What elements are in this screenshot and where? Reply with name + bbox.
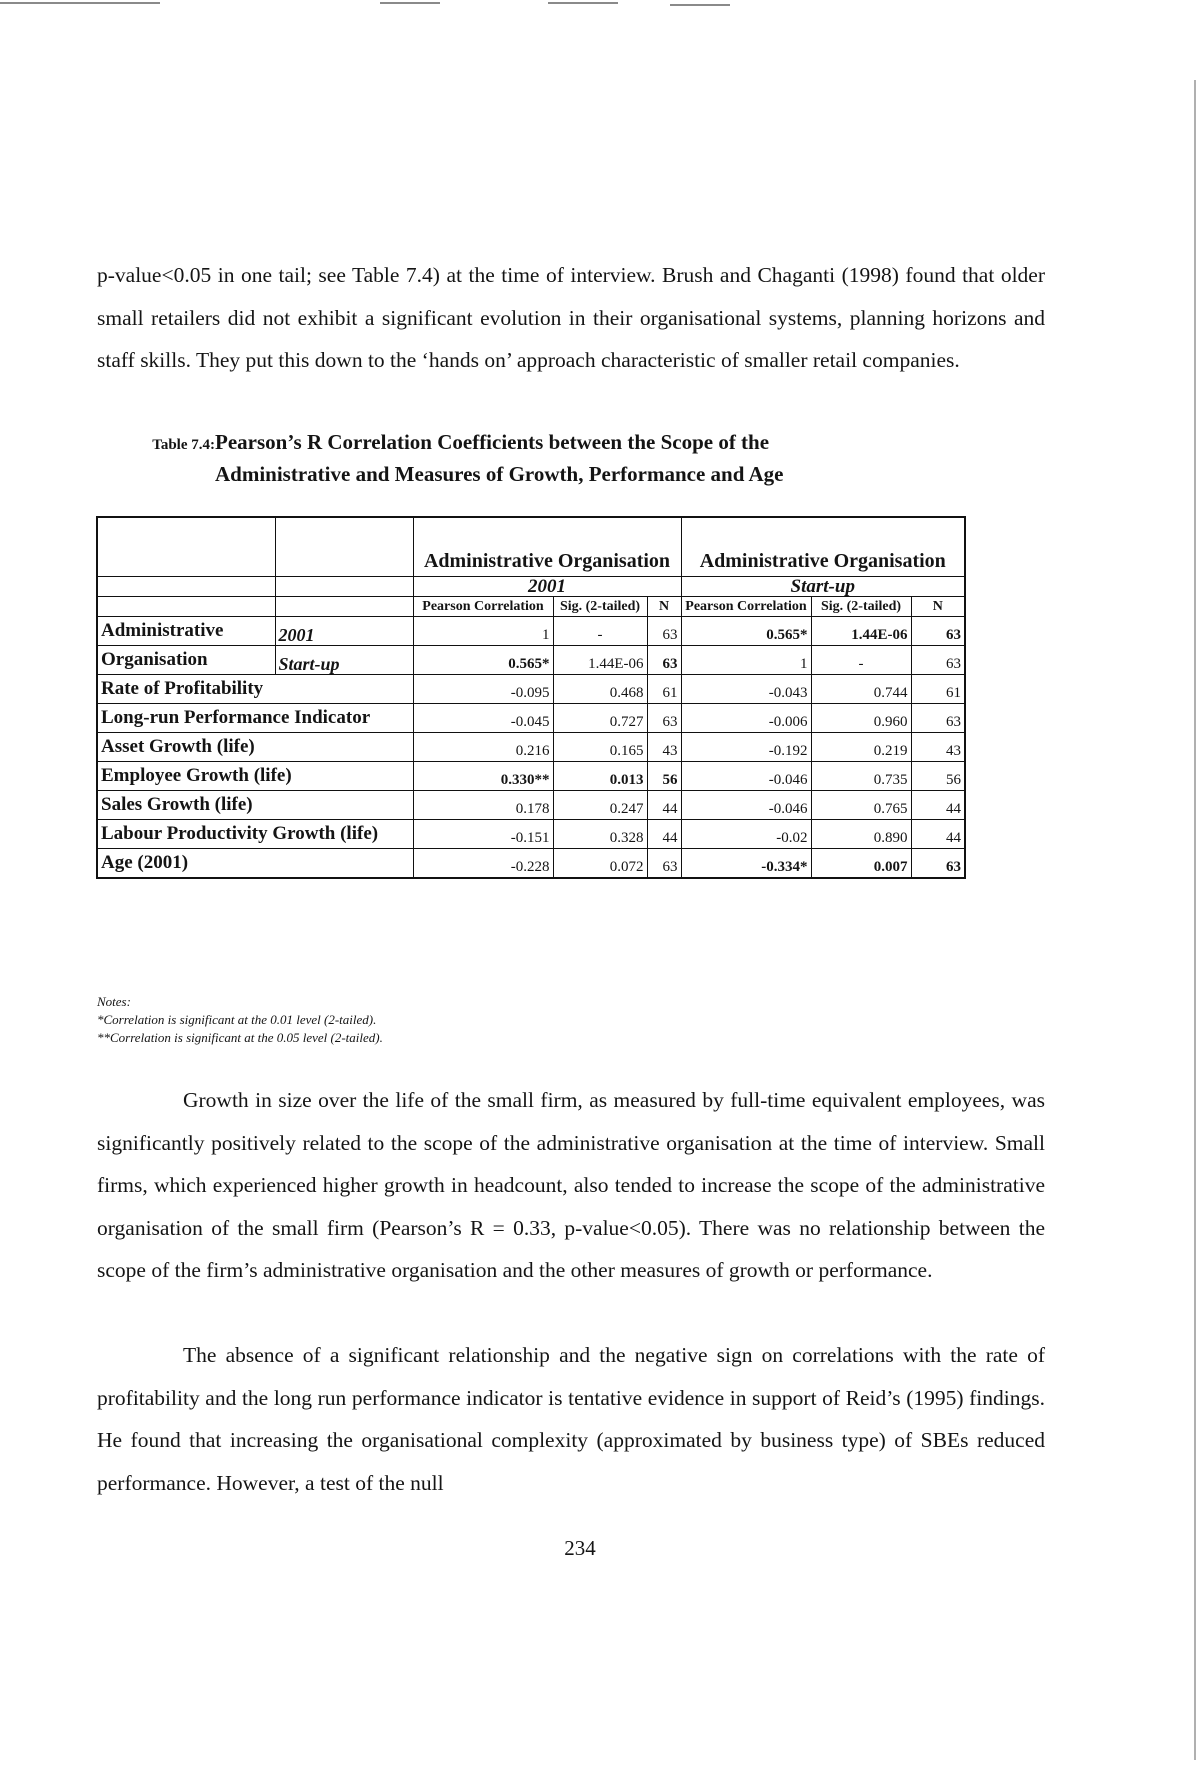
row-label: Rate of Profitability	[97, 675, 413, 704]
table-caption	[97, 428, 997, 489]
n-2001: 43	[647, 733, 681, 762]
table-row	[97, 704, 965, 733]
n-startup: 43	[911, 733, 965, 762]
pearson-startup: -0.046	[681, 791, 811, 820]
row-label: Sales Growth (life)	[97, 791, 413, 820]
pearson-2001: 0.178	[413, 791, 553, 820]
pearson-startup: -0.006	[681, 704, 811, 733]
body-paragraph-2: Growth in size over the life of the small firm, as measured by full-time equivalent employees, was significantly positively related to the scope of the administrative organisation at the time of interview. Small firms, which experienced higher growth in headcount, also tended to increase the scope of the administrative organisation of the small firm (Pearson’s R = 0.33, p-value<0.05). There was no relationship between the scope of the firm’s administrative organisation and the other measures of growth or performance.	[97, 1088, 1045, 1282]
pearson-2001: 0.565*	[413, 646, 553, 675]
pearson-startup: -0.192	[681, 733, 811, 762]
sig-2001: 0.727	[553, 704, 647, 733]
n-startup: 56	[911, 762, 965, 791]
body-paragraph-3: The absence of a significant relationship and the negative sign on correlations with the rate of profitability and the long run performance indicator is tentative evidence in support of Reid’s (1995) findings. He found that increasing the organisational complexity (approximated by business type) of SBEs reduced performance. However, a test of the null	[97, 1343, 1045, 1495]
scan-artifact-line	[548, 2, 618, 4]
col-header: Pearson Correlation	[681, 597, 811, 617]
pearson-startup: -0.334*	[681, 849, 811, 879]
pearson-2001: -0.045	[413, 704, 553, 733]
sig-2001: 0.165	[553, 733, 647, 762]
sig-2001: 0.468	[553, 675, 647, 704]
n-startup: 63	[911, 646, 965, 675]
note-1: *Correlation is significant at the 0.01 level (2-tailed).	[97, 1012, 377, 1027]
scan-edge	[1194, 80, 1196, 1760]
page-number: 234	[564, 1536, 596, 1560]
table-row	[97, 675, 965, 704]
n-startup: 44	[911, 791, 965, 820]
pearson-2001: 0.330**	[413, 762, 553, 791]
n-2001: 63	[647, 704, 681, 733]
n-2001: 61	[647, 675, 681, 704]
table-notes	[97, 993, 383, 1047]
n-2001: 44	[647, 820, 681, 849]
table-column-header-row	[97, 597, 965, 617]
sub-header-startup: Start-up	[681, 577, 965, 597]
table-row	[97, 849, 965, 879]
sig-2001: -	[553, 617, 647, 646]
caption-line-2: Administrative and Measures of Growth, Performance and Age	[215, 462, 784, 486]
col-header: Sig. (2-tailed)	[811, 597, 911, 617]
pearson-startup: -0.046	[681, 762, 811, 791]
sig-startup: 0.765	[811, 791, 911, 820]
n-startup: 61	[911, 675, 965, 704]
pearson-2001: 0.216	[413, 733, 553, 762]
table-sub-header-row	[97, 577, 965, 597]
scan-artifact-line	[0, 2, 160, 4]
table-row	[97, 791, 965, 820]
n-startup: 44	[911, 820, 965, 849]
table-row	[97, 646, 965, 675]
col-header: N	[911, 597, 965, 617]
sig-startup: -	[811, 646, 911, 675]
scan-artifact-line	[670, 4, 730, 6]
n-startup: 63	[911, 617, 965, 646]
table-group-header-row	[97, 517, 965, 577]
sig-2001: 1.44E-06	[553, 646, 647, 675]
n-2001: 44	[647, 791, 681, 820]
col-header: Pearson Correlation	[413, 597, 553, 617]
sig-startup: 0.735	[811, 762, 911, 791]
row-label: Age (2001)	[97, 849, 413, 879]
n-2001: 63	[647, 617, 681, 646]
n-2001: 56	[647, 762, 681, 791]
top-paragraph: p-value<0.05 in one tail; see Table 7.4) at the time of interview. Brush and Chaganti (1998) found that older small retailers did not exhibit a significant evolution in their organisational systems, planning horizons and staff skills. They put this down to the ‘hands on’ approach characteristic of smaller retail companies.	[97, 263, 1045, 372]
scan-artifact-line	[380, 2, 440, 4]
sig-startup: 0.219	[811, 733, 911, 762]
sig-startup: 1.44E-06	[811, 617, 911, 646]
n-startup: 63	[911, 704, 965, 733]
pearson-startup: 1	[681, 646, 811, 675]
row-label: Asset Growth (life)	[97, 733, 413, 762]
n-startup: 63	[911, 849, 965, 879]
pearson-startup: -0.02	[681, 820, 811, 849]
row-label: Labour Productivity Growth (life)	[97, 820, 413, 849]
row-sublabel: 2001	[275, 617, 413, 646]
sig-2001: 0.328	[553, 820, 647, 849]
pearson-startup: 0.565*	[681, 617, 811, 646]
row-sublabel: Start-up	[275, 646, 413, 675]
table-row	[97, 733, 965, 762]
row-label: Administrative	[97, 617, 275, 646]
sig-2001: 0.072	[553, 849, 647, 879]
row-label: Long-run Performance Indicator	[97, 704, 413, 733]
sig-startup: 0.744	[811, 675, 911, 704]
sig-2001: 0.247	[553, 791, 647, 820]
sub-header-2001: 2001	[413, 577, 681, 597]
pearson-2001: -0.095	[413, 675, 553, 704]
caption-line-1: Pearson’s R Correlation Coefficients between the Scope of the	[215, 430, 770, 454]
sig-startup: 0.007	[811, 849, 911, 879]
pearson-2001: -0.151	[413, 820, 553, 849]
sig-startup: 0.960	[811, 704, 911, 733]
row-label: Employee Growth (life)	[97, 762, 413, 791]
col-header: Sig. (2-tailed)	[553, 597, 647, 617]
notes-title: Notes:	[97, 994, 131, 1009]
table-row	[97, 617, 965, 646]
table-row	[97, 762, 965, 791]
pearson-2001: 1	[413, 617, 553, 646]
col-header: N	[647, 597, 681, 617]
caption-number: Table 7.4:	[152, 437, 215, 453]
sig-2001: 0.013	[553, 762, 647, 791]
n-2001: 63	[647, 849, 681, 879]
sig-startup: 0.890	[811, 820, 911, 849]
n-2001: 63	[647, 646, 681, 675]
correlation-table	[96, 516, 966, 879]
group-header-2001: Administrative Organisation	[413, 517, 681, 577]
group-header-startup: Administrative Organisation	[681, 517, 965, 577]
note-2: **Correlation is significant at the 0.05 level (2-tailed).	[97, 1030, 383, 1045]
table-row	[97, 820, 965, 849]
pearson-2001: -0.228	[413, 849, 553, 879]
pearson-startup: -0.043	[681, 675, 811, 704]
row-label: Organisation	[97, 646, 275, 675]
